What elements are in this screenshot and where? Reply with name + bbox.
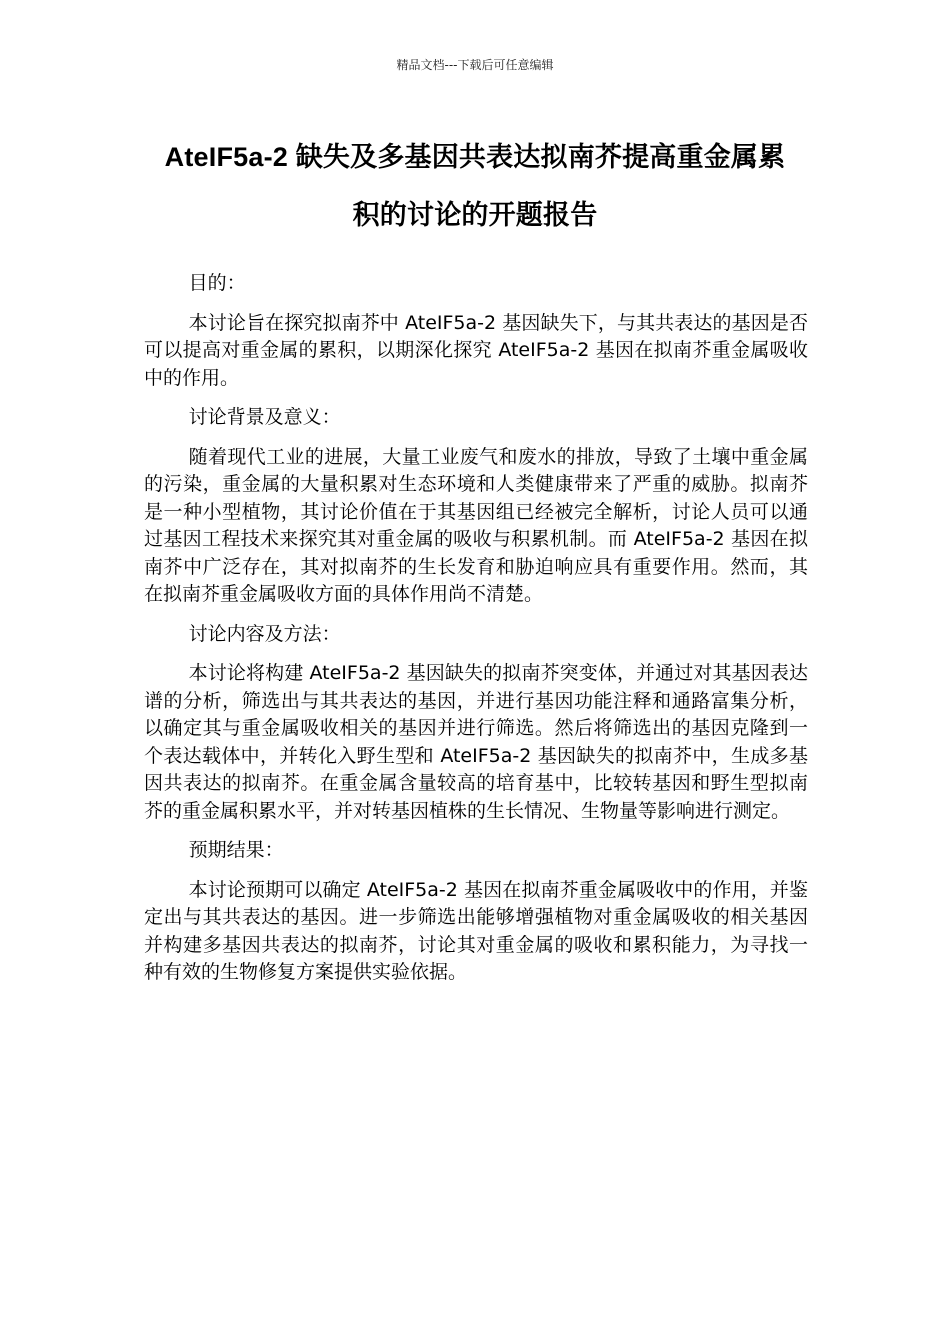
section-heading-methods: 讨论内容及方法： — [188, 622, 341, 645]
document-title-line-2: 积的讨论的开题报告 — [352, 200, 598, 230]
section-heading-expected-results: 预期结果： — [188, 839, 284, 861]
section-heading-background: 讨论背景及意义： — [188, 406, 341, 428]
section-paragraph-background: 随着现代工业的进展，大量工业废气和废水的排放，导致了土壤中重金属的污染，重金属的大量积累对生态环境和人类健康带来了严重的威胁。拟南芥是一种小型植物，其讨论价值在于其基因组已经被完全解析，讨论人员可以通过基因工程技术来探究其对重金属的吸收与积累机制。而 AteIF5a-2 基因在拟南芥中广泛存在，其对拟南芥的生长发育和胁迫响应具有重要作用。然而，其在拟南芥重金属吸收方面的具体作用尚不清楚。 — [144, 445, 808, 605]
document-body — [144, 270, 808, 999]
section-paragraph-methods: 本讨论将构建 AteIF5a-2 基因缺失的拟南芥突变体，并通过对其基因表达谱的分析，筛选出与其共表达的基因，并进行基因功能注释和通路富集分析，以确定其与重金属吸收相关的基因并进行筛选。然后将筛选出的基因克隆到一个表达载体中，并转化入野生型和 AteIF5a-2 基因缺失的拟南芥中，生成多基因共表达的拟南芥。在重金属含量较高的培育基中，比较转基因和野生型拟南芥的重金属积累水平，并对转基因植株的生长情况、生物量等影响进行测定。 — [144, 662, 808, 822]
section-heading-purpose: 目的： — [188, 272, 246, 294]
page-header-watermark: 精品文档---下载后可任意编辑 — [396, 58, 554, 72]
section-paragraph-purpose: 本讨论旨在探究拟南芥中 AteIF5a-2 基因缺失下，与其共表达的基因是否可以提高对重金属的累积，以期深化探究 AteIF5a-2 基因在拟南芥重金属吸收中的作用。 — [144, 311, 808, 389]
document-title — [140, 128, 810, 244]
document-title-line-1: AteIF5a-2 缺失及多基因共表达拟南芥提高重金属累 — [164, 142, 786, 172]
section-paragraph-expected-results: 本讨论预期可以确定 AteIF5a-2 基因在拟南芥重金属吸收中的作用，并鉴定出与其共表达的基因。进一步筛选出能够增强植物对重金属吸收的相关基因并构建多基因共表达的拟南芥，讨论其对重金属的吸收和累积能力，为寻找一种有效的生物修复方案提供实验依据。 — [144, 878, 808, 983]
